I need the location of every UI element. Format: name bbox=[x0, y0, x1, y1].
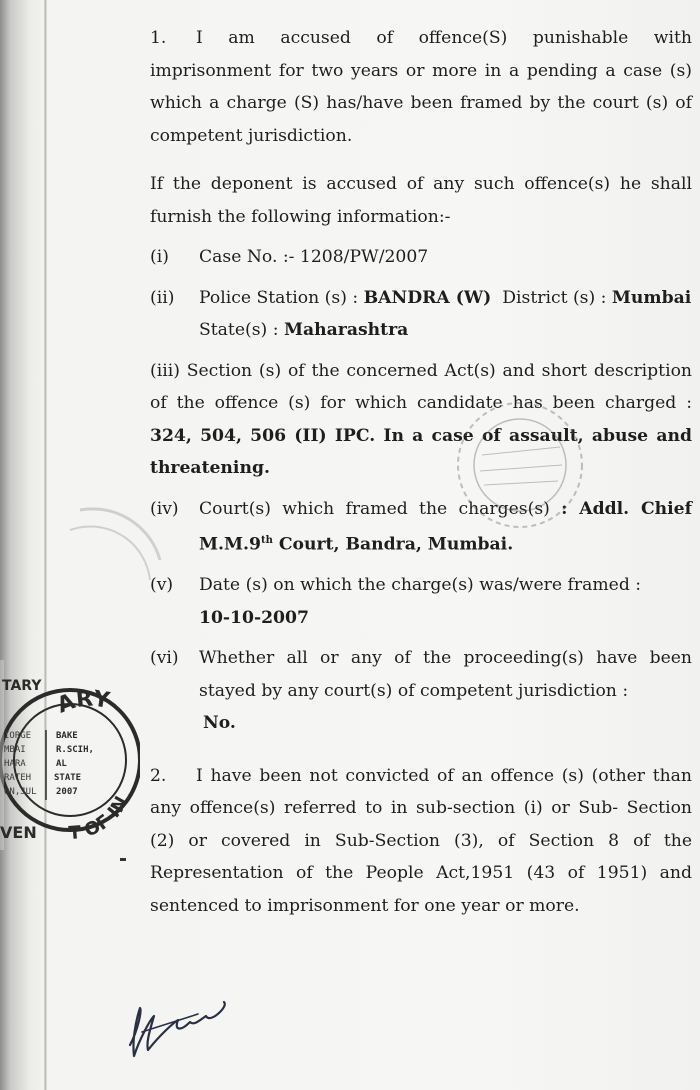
item-iv-court-a: : Addl. Chief M.M.9 bbox=[199, 498, 693, 555]
item-ii bbox=[150, 282, 692, 347]
item-ii-district: Mumbai bbox=[611, 287, 692, 308]
notary-seal-icon bbox=[0, 660, 140, 850]
item-vi-text: Whether all or any of the proceeding(s) have been stayed by any court(s) of competent jurisdiction : bbox=[199, 648, 692, 701]
paragraph-1 bbox=[150, 22, 692, 152]
seal-left-2: MBAI bbox=[4, 745, 26, 755]
paragraph-3 bbox=[150, 760, 692, 923]
stray-mark bbox=[120, 858, 126, 862]
item-iv-label: (iv) bbox=[150, 498, 179, 519]
paragraph-2-text: If the deponent is accused of any such offence(s) he shall furnish the following information:- bbox=[150, 174, 692, 227]
item-ii-police-label: Police Station (s) : bbox=[199, 287, 364, 308]
seal-left-bottom: VEN bbox=[0, 823, 37, 842]
item-v bbox=[150, 569, 692, 634]
seal-arc-top: ARY bbox=[53, 686, 112, 719]
item-i bbox=[150, 241, 692, 274]
item-ii-label: (ii) bbox=[150, 287, 175, 308]
seal-line-1: BAKE bbox=[56, 731, 78, 741]
item-v-label: (v) bbox=[150, 575, 174, 596]
item-ii-state-label: State(s) : bbox=[199, 320, 284, 340]
paragraph-3-number: 2. bbox=[150, 765, 167, 786]
item-iii-text: Section (s) of the concerned Act(s) and short description of the offence (s) for which candidate has been charged : bbox=[150, 360, 692, 413]
seal-line-5: 2007 bbox=[56, 787, 78, 797]
paragraph-2 bbox=[150, 168, 692, 233]
seal-arc-bottom: T OF IN bbox=[67, 792, 133, 845]
paragraph-1-number: 1. bbox=[150, 28, 167, 48]
item-ii-state: Maharashtra bbox=[283, 320, 409, 340]
svg-text:T OF IN bbox=[68, 793, 133, 844]
seal-left-3: HARA bbox=[4, 759, 26, 769]
item-iv-court-b: Court, Bandra, Mumbai. bbox=[272, 534, 514, 555]
signature-icon bbox=[120, 990, 240, 1070]
item-ii-district-label: District (s) : bbox=[491, 287, 612, 308]
page-fold bbox=[44, 0, 47, 1090]
seal-line-3: AL bbox=[56, 759, 67, 769]
item-i-text: Case No. :- 1208/PW/2007 bbox=[199, 247, 429, 267]
seal-left-1: IORGE bbox=[4, 731, 32, 741]
paragraph-3-text: I have been not convicted of an offence (s) (other than any offence(s) referred to in sub-section (i) or Sub- Section (2) or covered in Sub-Section (3), of Section 8 of the Representation of the People Act,1951 (43 of 1951) and sentenced to imprisonment for one year or more. bbox=[150, 765, 692, 916]
faint-side-stamp-icon bbox=[60, 500, 170, 650]
seal-left-4: RATEH bbox=[4, 773, 32, 783]
item-i-label: (i) bbox=[150, 247, 169, 267]
item-vi-answer: No. bbox=[203, 713, 236, 734]
seal-line-2: R.SCIH, bbox=[56, 745, 94, 755]
item-iv-court-sup: th bbox=[260, 535, 273, 546]
item-v-date: 10-10-2007 bbox=[199, 607, 309, 628]
item-iii-label: (iii) bbox=[150, 360, 180, 381]
item-v-text: Date (s) on which the charge(s) was/were framed : bbox=[199, 575, 642, 596]
faint-stamp-icon bbox=[420, 385, 620, 545]
item-iii-sections: 324, 504, 506 (II) IPC. In a case of assault, abuse and threatening. bbox=[150, 425, 692, 478]
item-iv-text: Court(s) which framed the charges(s) bbox=[199, 498, 562, 519]
item-ii-police-station: BANDRA (W) bbox=[363, 287, 492, 308]
item-vi bbox=[150, 642, 692, 740]
item-vi-label: (vi) bbox=[150, 648, 179, 669]
seal-line-4: STATE bbox=[54, 773, 82, 783]
seal-left-fragment: TARY bbox=[2, 678, 42, 694]
paragraph-1-text: I am accused of offence(S) punishable with imprisonment for two years or more in a pending a case (s) which a charge (S) has/have been framed by the court (s) of competent jurisdiction. bbox=[150, 28, 692, 146]
seal-left-5: ON,JUL bbox=[4, 787, 37, 797]
